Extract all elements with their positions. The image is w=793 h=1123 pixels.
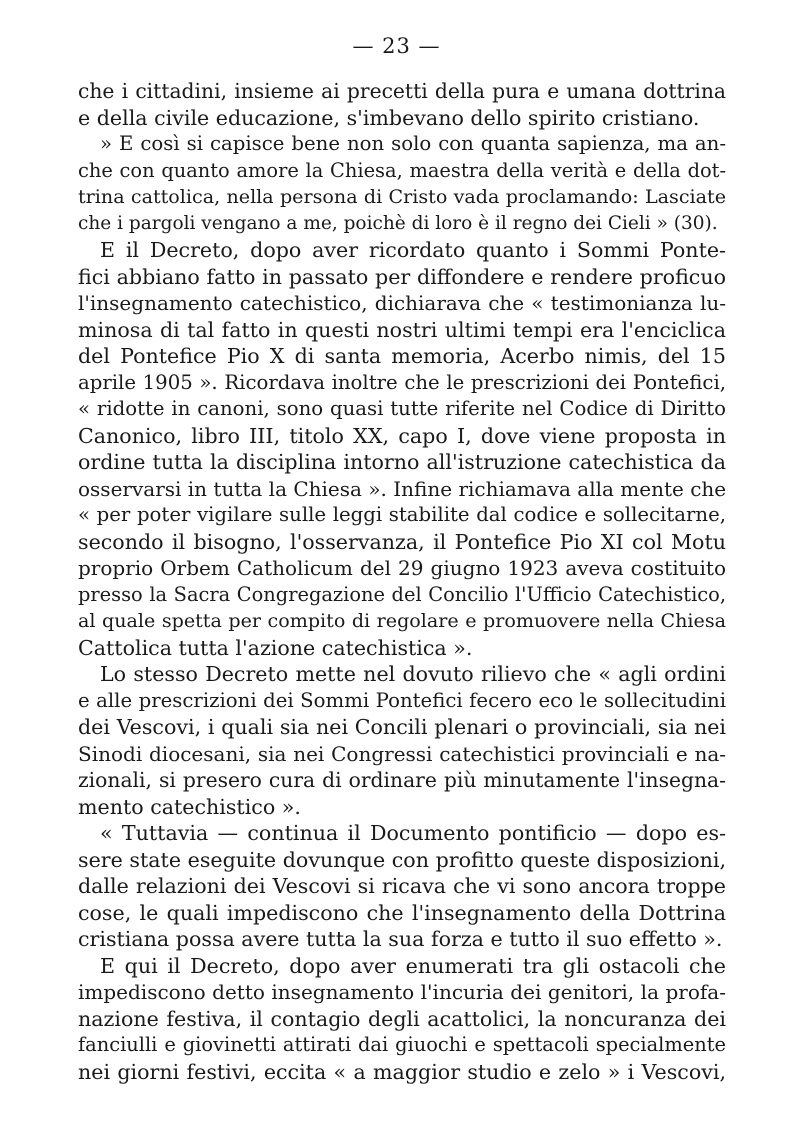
text-line: impediscono detto insegnamento l'incuria dei genitori, la profa- [78,980,726,1004]
text-line: cose, le quali impediscono che l'insegnamento della Dottrina [78,900,726,925]
text-line: « per poter vigilare sulle leggi stabilite dal codice e sollecitarne, [78,503,726,526]
text-line: aprile 1905 ». Ricordava inoltre che le prescrizioni dei Pontefici, [78,370,726,394]
text-line: Lo stesso Decreto mette nel dovuto rilievo che « agli ordini [100,662,726,686]
text-line: che i pargoli vengano a me, poichè di loro è il regno dei Cieli » (30). [78,212,718,234]
page-number: — 23 — [352,34,441,58]
text-line: osservarsi in tutta la Chiesa ». Infine richiamava alla mente che [78,476,727,501]
text-line: che i cittadini, insieme ai precetti della pura e umana dottrina [78,79,726,103]
text-line: Cattolica tutta l'azione catechistica ». [78,635,473,660]
text-line: Canonico, libro III, titolo XX, capo I, dove viene proposta in [78,423,726,448]
text-line: minosa di tal fatto in questi nostri ultimi tempi era l'enciclica [78,317,726,342]
body-text [78,78,726,1085]
text-line: presso la Sacra Congregazione del Concilio l'Ufficio Catechistico, [78,582,726,606]
text-line: fanciulli e giovinetti attirati dai giuochi e spettacoli specialmente [78,1033,726,1056]
text-line: E qui il Decreto, dopo aver enumerati tra gli ostacoli che [100,953,726,978]
text-line: E il Decreto, dopo aver ricordato quanto i Sommi Ponte- [100,238,726,262]
text-line: mento catechistico ». [78,794,301,819]
text-line: « Tuttavia — continua il Documento pontificio — dopo es- [100,821,726,845]
text-line: ordine tutta la disciplina intorno all'istruzione catechistica da [78,450,726,474]
text-line: » E così si capisce bene non solo con quanta sapienza, ma an- [100,132,726,155]
text-line: fici abbiano fatto in passato per diffondere e rendere proficuo [78,264,726,289]
text-line: sere state eseguite dovunque con profitto queste disposizioni, [78,847,726,872]
text-line: zionali, si presero cura di ordinare più minutamente l'insegna- [78,768,726,792]
text-line: « ridotte in canoni, sono quasi tutte riferite nel Codice di Diritto [78,397,726,420]
text-line: del Pontefice Pio X di santa memoria, Acerbo nimis, del 15 [78,344,726,368]
text-line: nei giorni festivi, eccita « a maggior studio e zelo » i Vescovi, [78,1059,726,1084]
text-line: nazione festiva, il contagio degli acattolici, la noncuranza dei [78,1006,726,1031]
text-line: trina cattolica, nella persona di Cristo vada proclamando: Lasciate [78,185,726,208]
text-line: dalle relazioni dei Vescovi si ricava che vi sono ancora troppe [78,874,726,898]
text-line: cristiana possa avere tutta la sua forza e tutto il suo effetto ». [78,927,723,951]
text-line: Sinodi diocesani, sia nei Congressi catechistici provinciali e na- [78,741,726,766]
text-line: e alle prescrizioni dei Sommi Pontefici fecero eco le sollecitudini [78,688,726,712]
text-line: al quale spetta per compito di regolare e promuovere nella Chiesa [78,609,726,632]
text-line: l'insegnamento catechistico, dichiarava che « testimonianza lu- [78,291,726,315]
text-line: che con quanto amore la Chiesa, maestra della verità e della dot- [78,158,726,182]
text-line: dei Vescovi, i quali sia nei Concili plenari o provinciali, sia nei [78,715,726,739]
text-line: secondo il bisogno, l'osservanza, il Pontefice Pio XI col Motu [78,529,726,554]
text-line: proprio Orbem Catholicum del 29 giugno 1923 aveva costituito [78,556,726,580]
text-line: e della civile educazione, s'imbevano dello spirito cristiano. [78,105,700,130]
